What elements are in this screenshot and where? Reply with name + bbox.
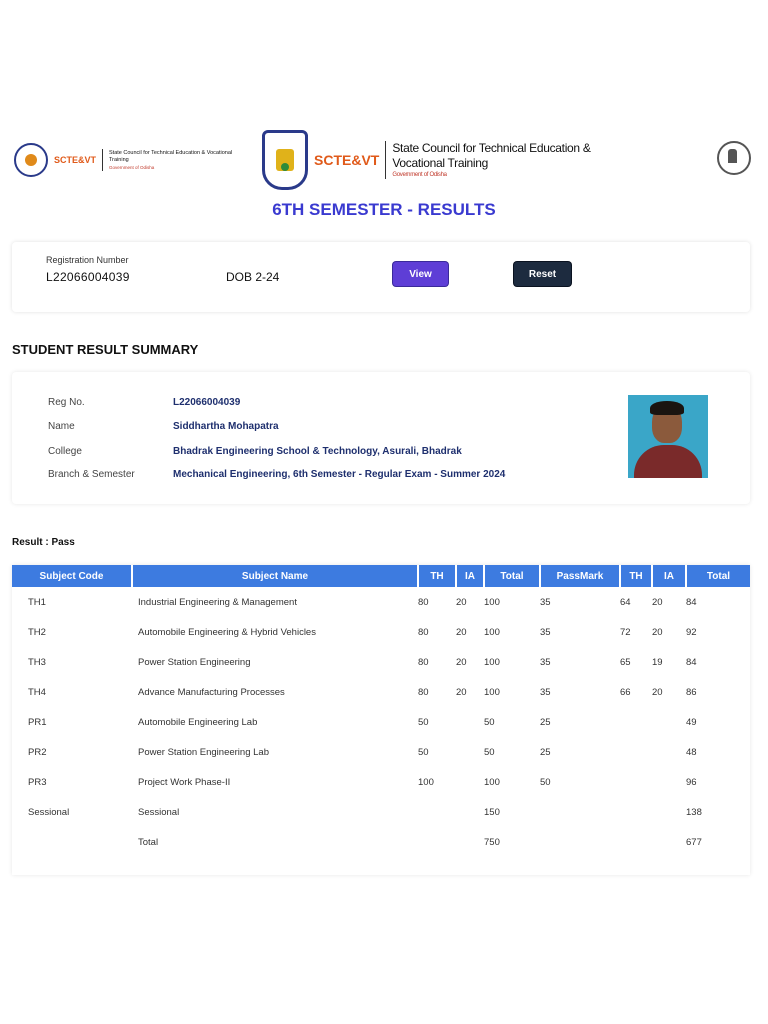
table-row — [12, 767, 750, 797]
cell-pass-mark: 35 — [540, 656, 551, 668]
cell-secured-ia — [652, 737, 686, 767]
main-logo-divider — [385, 141, 386, 179]
cell-secured-th — [620, 827, 652, 857]
cell-secured-total: 92 — [686, 626, 697, 638]
cell-pass-mark: 35 — [540, 686, 551, 698]
cell-max-th — [418, 797, 456, 827]
cell-subject-name: Power Station Engineering Lab — [138, 746, 269, 758]
page-title: 6TH SEMESTER - RESULTS — [272, 200, 496, 219]
cell-max-ia: 20 — [456, 626, 467, 638]
cell-pass-mark: 25 — [540, 716, 551, 728]
cell-max-total: 150 — [484, 806, 500, 818]
main-logo-tagline-2: Vocational Training — [392, 155, 489, 170]
main-logo-tagline-1: State Council for Technical Education & — [392, 140, 591, 155]
cell-max-th: 100 — [418, 776, 434, 788]
col-max-ia: IA — [456, 565, 484, 587]
cell-subject-code: PR2 — [28, 746, 47, 758]
cell-secured-ia — [652, 797, 686, 827]
table-row — [12, 587, 750, 617]
cell-max-total: 100 — [484, 626, 500, 638]
branch-label: Branch & Semester — [48, 469, 135, 480]
cell-secured-th: 72 — [620, 626, 631, 638]
cell-max-th: 50 — [418, 746, 429, 758]
cell-pass-mark: 35 — [540, 596, 551, 608]
summary-heading: STUDENT RESULT SUMMARY — [12, 342, 199, 357]
cell-max-th: 80 — [418, 656, 429, 668]
col-max-total: Total — [484, 565, 540, 587]
table-row — [12, 677, 750, 707]
col-secured-th: TH — [620, 565, 652, 587]
cell-secured-total: 84 — [686, 596, 697, 608]
col-secured-total: Total — [686, 565, 750, 587]
table-row — [12, 707, 750, 737]
scte-shield-icon — [14, 143, 48, 177]
cell-max-total: 50 — [484, 716, 495, 728]
cell-max-ia — [456, 827, 484, 857]
student-photo — [628, 395, 708, 478]
table-row — [12, 617, 750, 647]
dob-input[interactable]: DOB 2-24 — [226, 270, 280, 284]
small-logo-tagline: State Council for Technical Education & Vocational Training — [109, 149, 233, 163]
name-label: Name — [48, 421, 75, 432]
small-logo-tagline-block — [109, 150, 239, 171]
cell-max-ia — [456, 797, 484, 827]
small-logo-brand: SCTE&VT — [54, 155, 97, 165]
cell-secured-ia: 20 — [652, 626, 663, 638]
result-status: Result : Pass — [12, 537, 75, 548]
cell-max-ia: 20 — [456, 596, 467, 608]
name-value: Siddhartha Mohapatra — [173, 421, 279, 432]
view-button[interactable]: View — [393, 262, 448, 286]
cell-max-th — [418, 827, 456, 857]
cell-max-ia: 20 — [456, 686, 467, 698]
cell-secured-total: 677 — [686, 836, 702, 848]
cell-secured-th: 66 — [620, 686, 631, 698]
main-logo-brand: SCTE&VT — [314, 152, 380, 168]
cell-max-total: 100 — [484, 686, 500, 698]
cell-secured-ia: 20 — [652, 686, 663, 698]
cell-subject-code: PR1 — [28, 716, 47, 728]
table-row — [12, 737, 750, 767]
cell-max-th: 80 — [418, 596, 429, 608]
scte-shield-icon — [262, 130, 308, 190]
cell-pass-mark: 50 — [540, 776, 551, 788]
cell-subject-name: Automobile Engineering Lab — [138, 716, 258, 728]
cell-secured-ia — [652, 767, 686, 797]
col-subject-name: Subject Name — [132, 565, 418, 587]
cell-subject-name: Sessional — [138, 806, 180, 818]
cell-subject-name: Automobile Engineering & Hybrid Vehicles — [138, 626, 316, 638]
small-logo-divider — [102, 149, 103, 171]
main-logo — [262, 130, 591, 190]
col-max-th: TH — [418, 565, 456, 587]
table-row — [12, 797, 750, 827]
cell-max-total: 750 — [484, 836, 500, 848]
cell-secured-total: 138 — [686, 806, 702, 818]
reg-no-label: Reg No. — [48, 397, 85, 408]
cell-secured-th: 65 — [620, 656, 631, 668]
reg-no-value: L22066004039 — [173, 397, 241, 408]
cell-secured-ia — [652, 827, 686, 857]
college-value: Bhadrak Engineering School & Technology, Asurali, Bhadrak — [173, 446, 462, 457]
col-secured-ia: IA — [652, 565, 686, 587]
cell-max-th: 80 — [418, 626, 429, 638]
odisha-emblem-icon — [716, 134, 752, 182]
cell-secured-th — [620, 797, 652, 827]
cell-max-total: 100 — [484, 656, 500, 668]
cell-subject-name: Advance Manufacturing Processes — [138, 686, 285, 698]
cell-max-total: 100 — [484, 596, 500, 608]
cell-max-ia — [456, 707, 484, 737]
cell-subject-name: Total — [138, 836, 159, 848]
cell-subject-code — [12, 827, 132, 857]
marks-table — [12, 565, 750, 857]
cell-subject-name: Industrial Engineering & Management — [138, 596, 297, 608]
cell-max-th: 50 — [418, 716, 429, 728]
cell-max-ia — [456, 737, 484, 767]
cell-subject-code: Sessional — [28, 806, 70, 818]
cell-subject-name: Power Station Engineering — [138, 656, 251, 668]
cell-secured-ia: 19 — [652, 656, 663, 668]
table-row — [12, 647, 750, 677]
small-logo — [14, 143, 239, 177]
college-label: College — [48, 446, 82, 457]
col-pass-mark: PassMark — [540, 565, 620, 587]
small-logo-gov: Government of Odisha — [109, 164, 155, 170]
cell-max-ia: 20 — [456, 656, 467, 668]
cell-pass-mark — [540, 797, 620, 827]
marks-header-row — [12, 565, 750, 587]
cell-subject-code: TH2 — [28, 626, 46, 638]
cell-secured-total: 96 — [686, 776, 697, 788]
cell-pass-mark — [540, 827, 620, 857]
cell-subject-code: TH3 — [28, 656, 46, 668]
registration-label: Registration Number — [46, 255, 129, 265]
cell-subject-code: TH1 — [28, 596, 46, 608]
reset-button[interactable]: Reset — [514, 262, 571, 286]
cell-subject-code: TH4 — [28, 686, 46, 698]
cell-secured-total: 84 — [686, 656, 697, 668]
cell-secured-th — [620, 737, 652, 767]
main-logo-gov: Government of Odisha — [392, 171, 447, 178]
cell-secured-th — [620, 707, 652, 737]
cell-max-th: 80 — [418, 686, 429, 698]
cell-secured-th: 64 — [620, 596, 631, 608]
cell-secured-ia — [652, 707, 686, 737]
cell-secured-ia: 20 — [652, 596, 663, 608]
cell-subject-code: PR3 — [28, 776, 47, 788]
cell-secured-total: 86 — [686, 686, 697, 698]
cell-max-ia — [456, 767, 484, 797]
registration-input[interactable]: L22066004039 — [46, 270, 130, 284]
cell-subject-name: Project Work Phase-II — [138, 776, 231, 788]
cell-secured-th — [620, 767, 652, 797]
col-subject-code: Subject Code — [12, 565, 132, 587]
cell-secured-total: 49 — [686, 716, 697, 728]
table-row — [12, 827, 750, 857]
cell-secured-total: 48 — [686, 746, 697, 758]
cell-max-total: 50 — [484, 746, 495, 758]
cell-pass-mark: 25 — [540, 746, 551, 758]
cell-pass-mark: 35 — [540, 626, 551, 638]
main-logo-tagline-block — [392, 141, 590, 180]
cell-max-total: 100 — [484, 776, 500, 788]
branch-value: Mechanical Engineering, 6th Semester - Regular Exam - Summer 2024 — [173, 469, 506, 480]
